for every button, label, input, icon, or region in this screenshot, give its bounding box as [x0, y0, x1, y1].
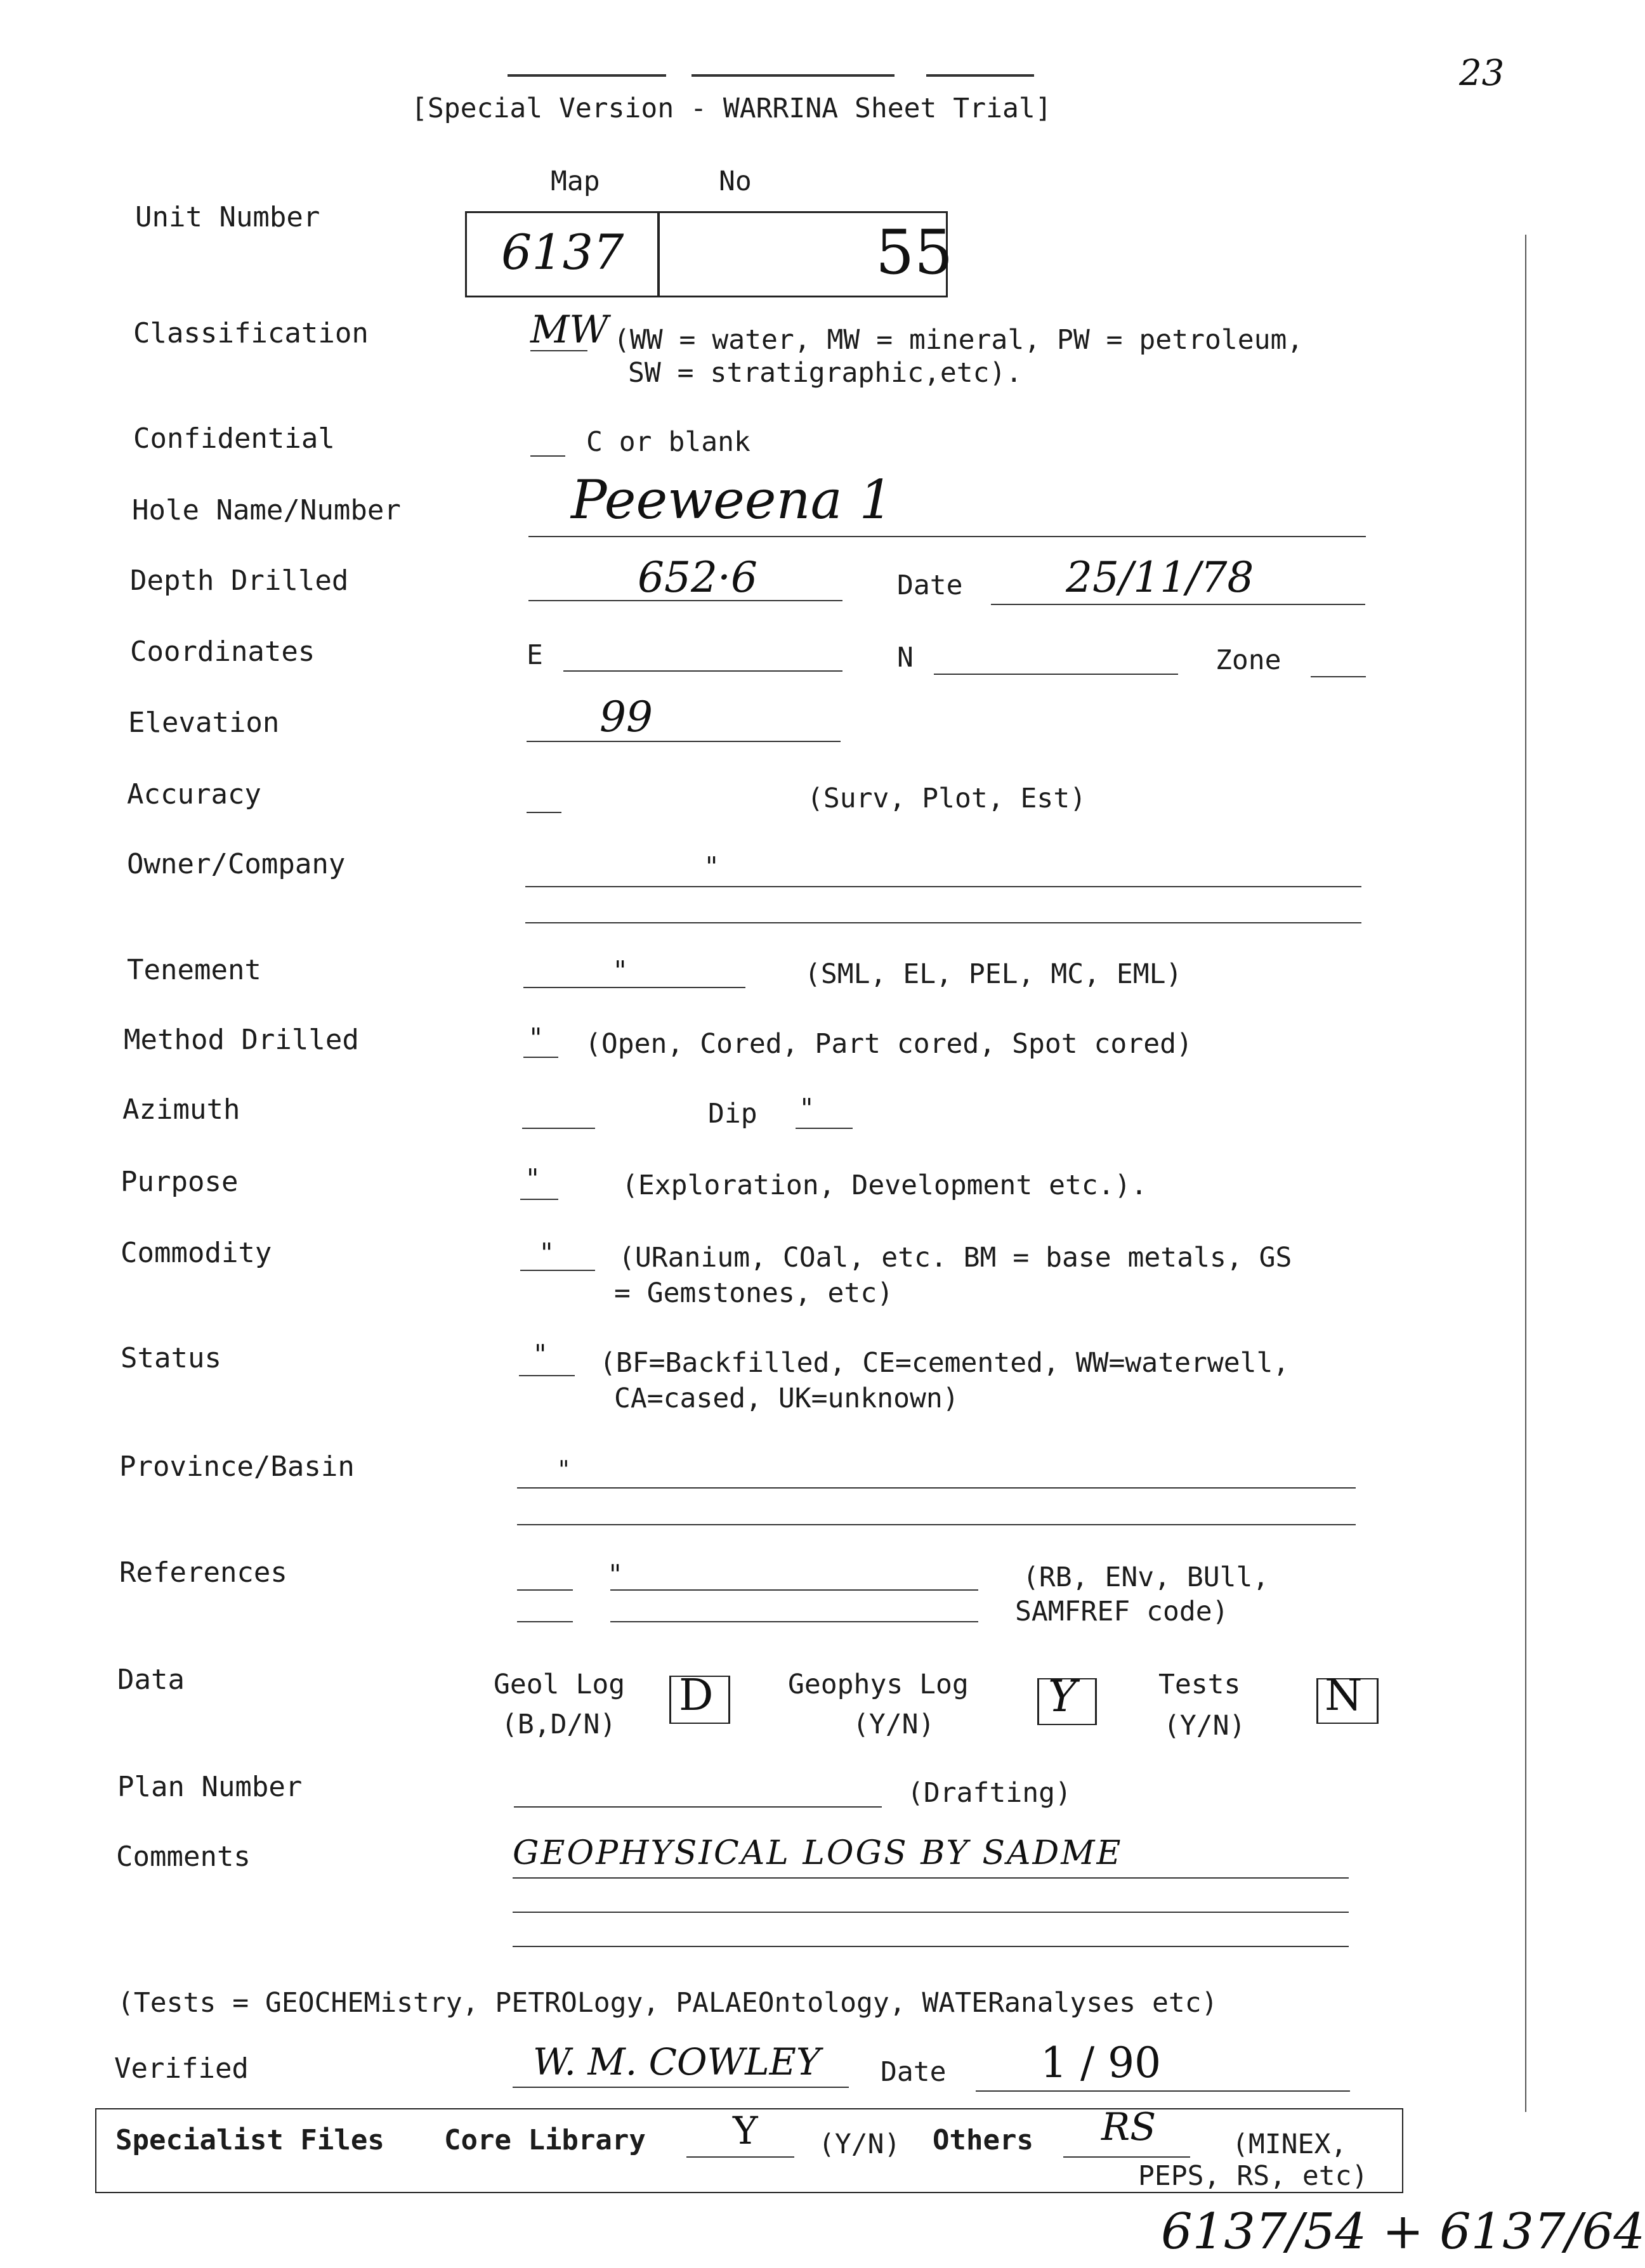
accuracy-hint: (Surv, Plot, Est) — [807, 783, 1087, 814]
references-line-1[interactable] — [610, 1589, 978, 1591]
verified-line[interactable] — [513, 2087, 849, 2088]
coordinates-zone-label: Zone — [1216, 644, 1281, 676]
comments-label: Comments — [116, 1841, 251, 1873]
comments-line-1[interactable] — [513, 1877, 1349, 1879]
commodity-line[interactable] — [520, 1270, 595, 1271]
verified-date-value: 1 / 90 — [1040, 2038, 1162, 2087]
page-number: 23 — [1459, 53, 1505, 94]
coordinates-e-line[interactable] — [563, 670, 842, 672]
core-library-line[interactable] — [686, 2156, 794, 2158]
owner-company-label: Owner/Company — [127, 848, 346, 880]
commodity-hint-2: = Gemstones, etc) — [614, 1277, 894, 1309]
verified-date-label: Date — [881, 2056, 947, 2088]
azimuth-line[interactable] — [522, 1128, 595, 1129]
map-column-label: Map — [551, 166, 600, 197]
others-hint-1: (MINEX, — [1232, 2128, 1347, 2160]
footer-reference: 6137/54 + 6137/64 — [1161, 2203, 1645, 2260]
references-hint-2: SAMFREF code) — [1015, 1596, 1229, 1627]
geophys-log-label: Geophys Log — [788, 1669, 969, 1700]
status-hint-2: CA=cased, UK=unknown) — [614, 1383, 959, 1414]
confidential-line[interactable] — [530, 455, 565, 457]
verified-label: Verified — [114, 2052, 249, 2085]
tests-note: (Tests = GEOCHEMistry, PETROLogy, PALAEOntology, WATERanalyses etc) — [117, 1987, 1218, 2019]
dip-line[interactable] — [796, 1128, 853, 1129]
core-library-yn-hint: (Y/N) — [818, 2128, 901, 2160]
owner-company-value: " — [705, 851, 718, 882]
depth-date-value: 25/11/78 — [1066, 553, 1254, 602]
no-column-label: No — [719, 166, 752, 197]
geol-log-value: D — [679, 1671, 714, 1721]
owner-company-line-1[interactable] — [525, 886, 1361, 887]
unit-no-value: 55 — [875, 217, 954, 288]
province-basin-label: Province/Basin — [119, 1450, 355, 1483]
geol-log-label: Geol Log — [494, 1669, 626, 1700]
status-hint-1: (BF=Backfilled, CE=cemented, WW=waterwell, — [600, 1347, 1290, 1379]
geol-log-sub: (B,D/N) — [501, 1709, 617, 1740]
form-title: [Special Version - WARRINA Sheet Trial] — [411, 93, 1052, 124]
tenement-hint: (SML, EL, PEL, MC, EML) — [804, 958, 1183, 990]
geophys-log-sub: (Y/N) — [853, 1709, 935, 1740]
others-line[interactable] — [1063, 2156, 1190, 2158]
references-samfref-line[interactable] — [517, 1621, 573, 1622]
province-basin-line-2[interactable] — [517, 1524, 1356, 1525]
plan-number-label: Plan Number — [117, 1771, 303, 1803]
azimuth-label: Azimuth — [122, 1093, 240, 1126]
depth-date-line[interactable] — [991, 604, 1365, 605]
method-drilled-hint: (Open, Cored, Part cored, Spot cored) — [585, 1028, 1193, 1060]
data-label: Data — [117, 1664, 185, 1696]
references-line-2[interactable] — [610, 1621, 978, 1622]
method-drilled-label: Method Drilled — [124, 1024, 359, 1056]
depth-drilled-value: 652·6 — [638, 553, 757, 602]
coordinates-n-line[interactable] — [934, 674, 1178, 675]
status-label: Status — [121, 1342, 221, 1374]
dip-label: Dip — [708, 1098, 757, 1130]
hole-name-value: Peeweena 1 — [571, 469, 893, 531]
tests-value: N — [1325, 1671, 1363, 1721]
tenement-line[interactable] — [523, 987, 745, 988]
tests-sub: (Y/N) — [1163, 1710, 1246, 1742]
coordinates-label: Coordinates — [130, 635, 315, 668]
plan-number-hint: (Drafting) — [907, 1777, 1072, 1809]
depth-date-label: Date — [897, 570, 963, 601]
commodity-value: " — [541, 1237, 553, 1268]
map-number-value: 6137 — [501, 224, 624, 280]
method-drilled-value: " — [530, 1022, 542, 1053]
commodity-hint-1: (URanium, COal, etc. BM = base metals, GS — [619, 1242, 1292, 1274]
hole-name-label: Hole Name/Number — [132, 494, 401, 526]
confidential-label: Confidential — [133, 422, 335, 455]
accuracy-line[interactable] — [527, 812, 561, 813]
references-label: References — [119, 1556, 287, 1589]
plan-number-line[interactable] — [514, 1806, 882, 1808]
method-drilled-line[interactable] — [523, 1057, 558, 1058]
verified-value: W. M. COWLEY — [533, 2040, 821, 2083]
status-line[interactable] — [519, 1375, 575, 1376]
purpose-line[interactable] — [520, 1199, 558, 1200]
others-value: RS — [1101, 2105, 1157, 2149]
margin-line — [1525, 235, 1526, 2112]
header-strike — [691, 74, 895, 77]
header-strike — [508, 74, 666, 77]
geophys-log-value: Y — [1048, 1672, 1077, 1722]
elevation-line[interactable] — [527, 741, 841, 742]
confidential-hint: C or blank — [586, 426, 750, 458]
references-hint-1: (RB, ENv, BUll, — [1023, 1561, 1269, 1593]
others-hint-2: PEPS, RS, etc) — [1138, 2160, 1368, 2192]
others-label: Others — [933, 2124, 1033, 2156]
classification-line — [530, 350, 587, 351]
purpose-label: Purpose — [121, 1166, 239, 1198]
accuracy-label: Accuracy — [127, 778, 261, 811]
purpose-hint: (Exploration, Development etc.). — [622, 1170, 1148, 1201]
classification-label: Classification — [133, 317, 369, 349]
status-value: " — [534, 1339, 547, 1370]
commodity-label: Commodity — [121, 1237, 272, 1269]
comments-line-2[interactable] — [513, 1912, 1349, 1913]
owner-company-line-2[interactable] — [525, 922, 1361, 923]
province-basin-line-1[interactable] — [517, 1487, 1356, 1489]
specialist-files-label: Specialist Files — [115, 2124, 384, 2156]
tests-label: Tests — [1158, 1669, 1241, 1700]
tenement-value: " — [614, 955, 627, 986]
tenement-label: Tenement — [127, 954, 261, 986]
classification-hint-1: (WW = water, MW = mineral, PW = petroleum, — [613, 324, 1304, 356]
verified-date-line[interactable] — [976, 2090, 1350, 2092]
dip-value: " — [801, 1093, 813, 1124]
depth-drilled-line[interactable] — [528, 600, 842, 601]
classification-hint-2: SW = stratigraphic,etc). — [628, 357, 1023, 389]
references-rb-line[interactable] — [517, 1589, 573, 1591]
coordinates-zone-line[interactable] — [1311, 676, 1366, 677]
core-library-value: Y — [733, 2109, 758, 2153]
unit-number-label: Unit Number — [135, 201, 320, 233]
purpose-value: " — [527, 1163, 539, 1194]
depth-drilled-label: Depth Drilled — [130, 564, 349, 597]
coordinates-n-label: N — [897, 642, 914, 674]
references-value: " — [609, 1559, 622, 1590]
core-library-label: Core Library — [444, 2124, 646, 2156]
comments-line-3[interactable] — [513, 1946, 1349, 1947]
elevation-label: Elevation — [128, 707, 280, 739]
classification-value: MW — [530, 308, 609, 352]
elevation-value: 99 — [600, 693, 653, 741]
header-strike — [926, 74, 1034, 77]
hole-name-line[interactable] — [528, 536, 1366, 537]
coordinates-e-label: E — [527, 639, 543, 671]
comments-value: GEOPHYSICAL LOGS BY SADME — [513, 1834, 1123, 1872]
province-basin-value: " — [558, 1456, 570, 1483]
